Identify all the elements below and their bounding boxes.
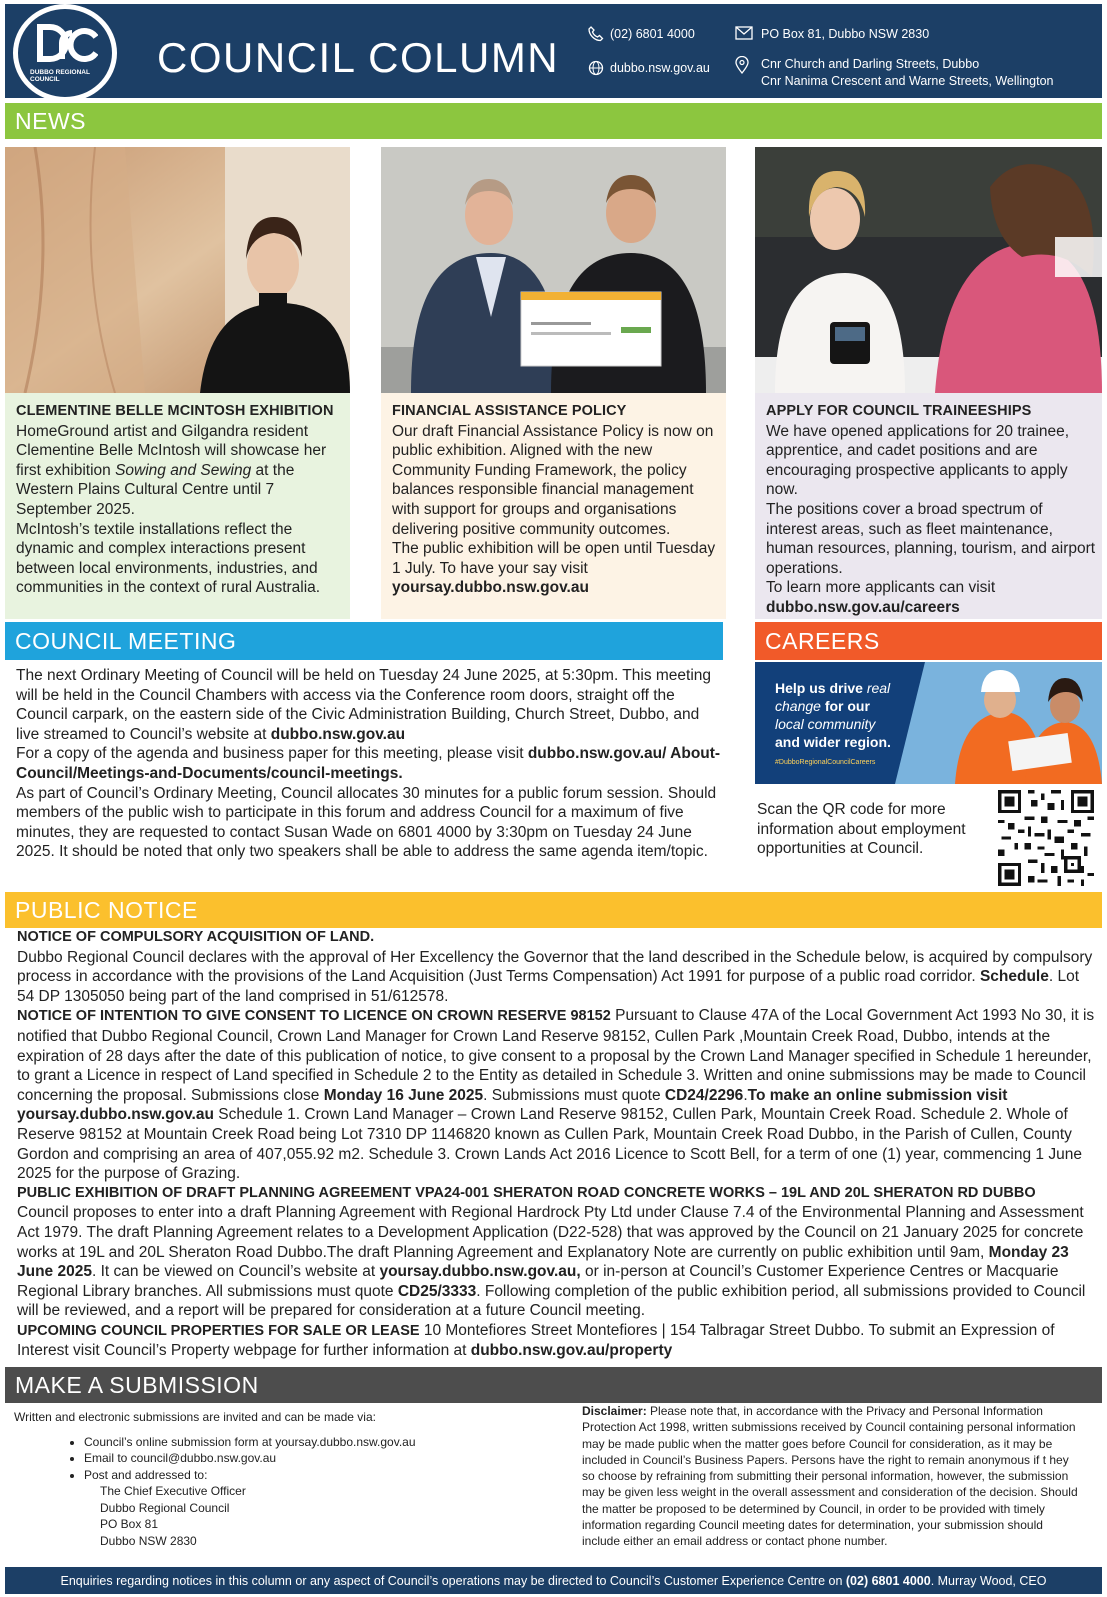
traineeships-article	[766, 402, 1096, 618]
public-notice-heading: PUBLIC NOTICE	[5, 892, 1102, 928]
public-notice-body	[17, 928, 1097, 1361]
submission-methods	[14, 1409, 574, 1549]
website-link[interactable]: dubbo.nsw.gov.au	[610, 61, 710, 75]
traineeships-paragraph-3: To learn more applicants can visit	[766, 579, 996, 597]
location-pin-icon	[735, 56, 749, 74]
meeting-paragraph-3: As part of Council’s Ordinary Meeting, Council allocates 30 minutes for a public forum session. Should members of the public wish to participate in this forum and address Council for a maximum of five minutes, they are requested to contact Susan Wade on 6801 4000 by 3:30pm on Tuesday 24 June 2025. It should be noted that only two speakers shall be able to address the same agenda item/topic.	[16, 784, 717, 861]
address-dubbo: Cnr Church and Darling Streets, Dubbo	[761, 57, 980, 71]
notice-acquisition-text: Dubbo Regional Council declares with the approval of Her Excellency the Governor that the land described in the Schedule below, is acquired by compulsory process in accordance with the provisions of the Land Acquisition (Just Terms Compensation) Act 1991 for purpose of a public road corridor. Schedule. Lot 54 DP 1305050 being part of the land comprised in 51/612578.	[17, 948, 1093, 1005]
financial-policy-article	[392, 402, 720, 598]
list-item: • Post and addressed to:	[84, 1467, 574, 1484]
financial-policy-title: FINANCIAL ASSISTANCE POLICY	[392, 403, 627, 419]
submission-intro: Written and electronic submissions are invited and can be made via:	[14, 1410, 376, 1424]
traineeships-paragraph-2: The positions cover a broad spectrum of interest areas, such as fleet maintenance, human resources, planning, tourism, and airport operations.	[766, 500, 1096, 577]
header-banner	[5, 4, 1102, 98]
council-meeting-heading: COUNCIL MEETING	[5, 622, 723, 660]
council-logo	[13, 4, 117, 102]
news-section-heading: NEWS	[5, 103, 1102, 139]
financial-policy-paragraph-2: The public exhibition will be open until Tuesday 1 July. To have your say visit	[392, 540, 716, 577]
careers-banner	[755, 662, 1102, 784]
meetings-documents-link[interactable]: dubbo.nsw.gov.au/ About-Council/Meetings-and-Documents/council-meetings.	[16, 745, 721, 782]
exhibition-article	[16, 402, 344, 598]
exhibition-paragraph-1: HomeGround artist and Gilgandra resident Clementine Belle McIntosh will showcase her first exhibition Sowing and Sewing at the Western Plains Cultural Centre until 7 September 2025.	[16, 422, 327, 518]
notice-properties-text: UPCOMING COUNCIL PROPERTIES FOR SALE OR LEASE 10 Montefiores Street Montefiores | 154 Talbragar Street Dubbo. To submit an Expression of Interest visit Council’s Property webpage for further information at dubbo.nsw.gov.au/property	[17, 1321, 1055, 1360]
yoursay-planning-link[interactable]: yoursay.dubbo.nsw.gov.au,	[379, 1263, 581, 1281]
list-item[interactable]: • Email to council@dubbo.nsw.gov.au	[84, 1450, 574, 1467]
phone-number[interactable]: (02) 6801 4000	[610, 27, 695, 41]
phone-icon	[588, 26, 604, 42]
exhibition-paragraph-2: McIntosh’s textile installations reflect the dynamic and complex interactions present between local environments, industries, and communities in the context of rural Australia.	[16, 520, 321, 597]
make-submission-heading: MAKE A SUBMISSION	[5, 1367, 1102, 1403]
customer-service-photo	[755, 147, 1102, 393]
artist-photo	[5, 147, 350, 393]
disclaimer-text: Please note that, in accordance with the Privacy and Personal Information Protection Act 1998, written submissions received by Council containing personal information may be made public when the matter goes before Council for consideration, as it may be included in Council’s Business Papers. Persons have the right to remain anonymous if t hey so choose by refraining from submitting their personal information, however, the submission may be given less weight in the overall assessment and consideration of the decision. Should the matter be proposed to be determined by Council, in order to be provided with timely information regarding Council meeting dates for determination, your submission should include either an email address or contact phone number.	[582, 1404, 1078, 1549]
footer-phone[interactable]: (02) 6801 4000	[845, 1573, 931, 1588]
financial-policy-paragraph-1: Our draft Financial Assistance Policy is now on public exhibition. Aligned with the new Community Funding Framework, the policy balances responsible financial management with support for groups and organisations delivering positive community outcomes.	[392, 422, 714, 538]
traineeships-paragraph-1: We have opened applications for 20 trainee, apprentice, and cadet positions and are encouraging prospective applicants to apply now.	[766, 422, 1070, 499]
notice-acquisition-heading: NOTICE OF COMPULSORY ACQUISITION OF LAND.	[17, 929, 375, 945]
notice-properties-heading: UPCOMING COUNCIL PROPERTIES FOR SALE OR LEASE	[17, 1322, 420, 1339]
street-address	[735, 56, 1054, 90]
property-webpage-link[interactable]: dubbo.nsw.gov.au/property	[470, 1342, 673, 1360]
footer-bar	[5, 1567, 1102, 1594]
exhibition-title: CLEMENTINE BELLE MCINTOSH EXHIBITION	[16, 403, 334, 419]
address-line: Dubbo NSW 2830	[100, 1533, 197, 1548]
qr-instructions: Scan the QR code for more information about employment opportunities at Council.	[757, 801, 966, 858]
address-line: Dubbo Regional Council	[100, 1500, 230, 1515]
yoursay-link[interactable]: yoursay.dubbo.nsw.gov.au	[392, 579, 589, 597]
yoursay-submission-link[interactable]: To make an online submission visit yoursay.dubbo.nsw.gov.au	[17, 1086, 1008, 1124]
careers-link[interactable]: dubbo.nsw.gov.au/careers	[766, 598, 960, 616]
mail-icon	[735, 26, 753, 40]
address-wellington: Cnr Nanima Crescent and Warne Streets, Wellington	[761, 74, 1054, 88]
meeting-paragraph-1: The next Ordinary Meeting of Council will be held on Tuesday 24 June 2025, at 5:30pm. This meeting will be held in the Council Chambers with access via the Conference room doors, straight off the Council carpark, on the eastern side of the Civic Administration Building, Church Street, Dubbo, and live streamed to Council’s website at dubbo.nsw.gov.au	[16, 667, 712, 743]
po-box: PO Box 81, Dubbo NSW 2830	[761, 27, 930, 41]
address-line: The Chief Executive Officer	[100, 1484, 246, 1498]
postal-address-block	[100, 1483, 574, 1549]
news-card-exhibition	[5, 147, 350, 619]
submission-method-list	[84, 1434, 574, 1484]
disclaimer-label: Disclaimer:	[582, 1404, 647, 1418]
council-meeting-body	[16, 666, 722, 862]
traineeships-title: APPLY FOR COUNCIL TRAINEESHIPS	[766, 403, 1032, 419]
postal-contact	[735, 26, 929, 43]
drc-logo-icon	[34, 23, 98, 67]
notice-planning-heading: PUBLIC EXHIBITION OF DRAFT PLANNING AGREEMENT VPA24-001 SHERATON ROAD CONCRETE WORKS – 19L AND 20L SHERATON RD DUBBO	[17, 1184, 1036, 1201]
privacy-disclaimer	[582, 1403, 1082, 1550]
meeting-paragraph-2: For a copy of the agenda and business paper for this meeting, please visit dubbo.nsw.gov.au/ About-Council/Meetings-and-Documents/council-meetings.	[16, 745, 721, 782]
careers-heading: CAREERS	[755, 622, 1102, 660]
logo-wordmark: DUBBO REGIONAL COUNCIL	[30, 69, 90, 83]
notice-licence-text: NOTICE OF INTENTION TO GIVE CONSENT TO LICENCE ON CROWN RESERVE 98152 Pursuant to Clause 47A of the Local Government Act 1993 No 30, it is notified that Dubbo Regional Council, Crown Land Manager for Crown Land Reserve 98152, Cullen Park ,Mountain Creek Road, Dubbo, intends at the expiration of 28 days after the date of this publication of notice, to give consent to a proposal by the Crown Land Manager specified in Schedule 1 hereunder, to grant a Licence in respect of Land specified in Schedule 2 to the Entity as detailed in Schedule 3. Written and onine submissions may be made to Council concerning the proposal. Submissions close Monday 16 June 2025. Submissions must quote CD24/2296.To make an online submission visit yoursay.dubbo.nsw.gov.au Schedule 1. Crown Land Manager – Crown Land Reserve 98152, Cullen Park, Mountain Creek Road. Schedule 2. Whole of Reserve 98152 at Mountain Creek Road being Lot 7310 DP 1146820 known as Cullen Park, Mountain Creek Road Dubbo, in the Parish of Cullen, County Gordon and comprising an area of 407,055.92 m2. Schedule 3. Crown Lands Act 2016 Licence to Scott Bell, for a term of one (1) year, commencing 1 June 2025 for the purpose of Grazing.	[17, 1007, 1095, 1183]
notice-planning-text: Council proposes to enter into a draft Planning Agreement with Regional Hardrock Pty Ltd under Clause 7.4 of the Environmental Planning and Assessment Act 1979. The draft Planning Agreement relates to a Development Application (D22-528) that was approved by the Council on 21 January 2025 for concrete works at 19L and 20L Sheraton Road Dubbo.The draft Planning Agreement and Explanatory Note are currently on public exhibition until 9am, Monday 23 June 2025. It can be viewed on Council’s website at yoursay.dubbo.nsw.gov.au, or in-person at Council’s Customer Experience Centres or Macquarie Regional Library branches. All submissions must quote CD25/3333. Following completion of the public exhibition period, all submissions provided to Council will be reviewed, and a report will be prepared for consideration at a future Council meeting.	[17, 1204, 1086, 1320]
careers-tagline: Help us drive real change for our local community and wider region.	[775, 680, 891, 750]
careers-qr-code[interactable]	[993, 790, 1099, 886]
cheque-presentation-photo	[381, 147, 726, 393]
list-item[interactable]: • Council’s online submission form at yoursay.dubbo.nsw.gov.au	[84, 1434, 574, 1451]
meeting-website-link[interactable]: dubbo.nsw.gov.au	[270, 725, 406, 743]
website-contact	[588, 60, 710, 77]
notice-licence-heading: NOTICE OF INTENTION TO GIVE CONSENT TO LICENCE ON CROWN RESERVE 98152	[17, 1008, 611, 1025]
address-line: PO Box 81	[100, 1517, 159, 1531]
news-card-financial-policy	[381, 147, 726, 619]
careers-hashtag: #DubboRegionalCouncilCareers	[775, 759, 876, 766]
globe-icon	[588, 60, 604, 76]
page-title: COUNCIL COLUMN	[157, 34, 560, 81]
footer-text: Enquiries regarding notices in this column or any aspect of Council’s operations may be directed to Council’s Customer Experience Centre on (02) 6801 4000. Murray Wood, CEO	[60, 1573, 1047, 1588]
phone-contact	[588, 26, 695, 43]
news-card-traineeships	[755, 147, 1102, 619]
